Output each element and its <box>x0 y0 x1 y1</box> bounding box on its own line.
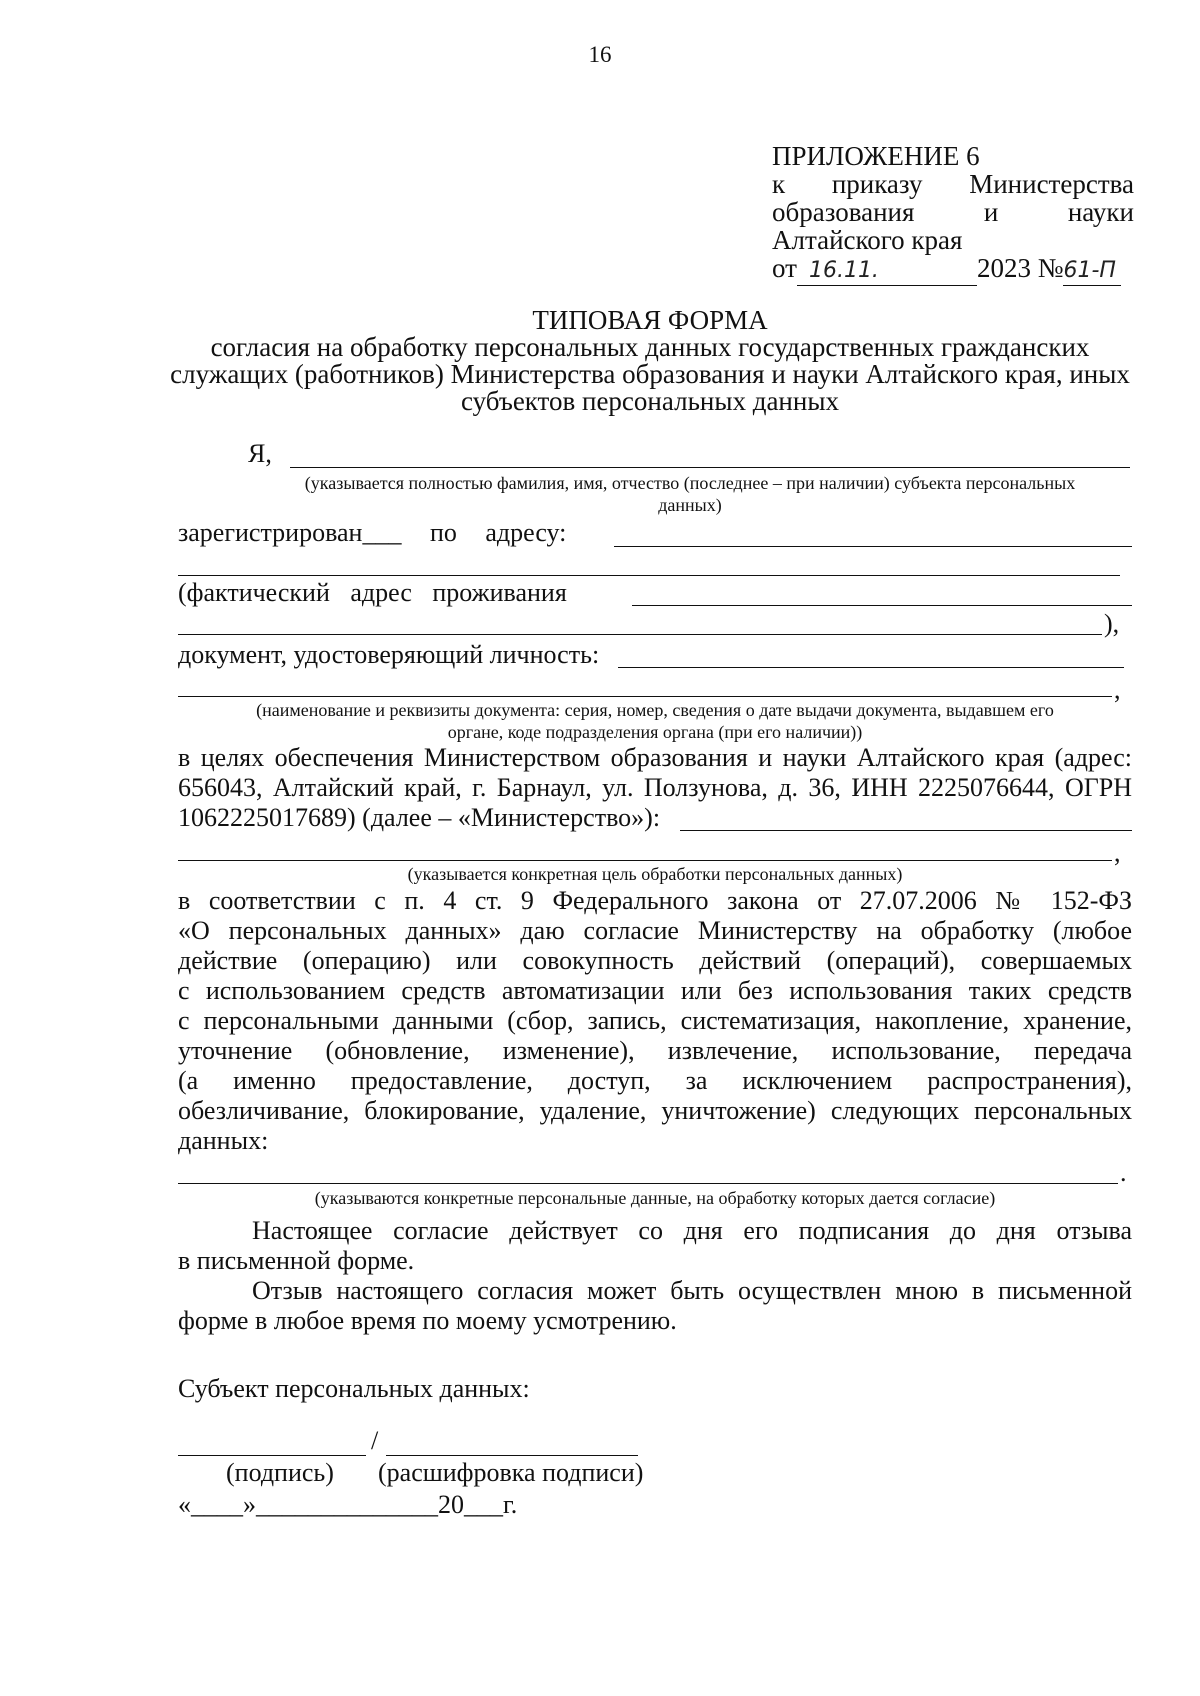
fio-hint-1: (указывается полностью фамилия, имя, отчество (последнее – при наличии) субъекта персональных <box>304 473 1076 493</box>
registration-label: зарегистрирован___ по адресу: <box>178 518 567 547</box>
registration-address-line-1 <box>614 546 1132 547</box>
signature-decode-line <box>386 1455 638 1456</box>
i-label: Я, <box>248 439 272 468</box>
signature-line <box>178 1455 366 1456</box>
actual-address-close: ), <box>1104 609 1120 638</box>
form-title-line-1: согласия на обработку персональных данных государственных гражданских <box>210 332 1090 362</box>
consent-last-line: данных: <box>178 1126 269 1155</box>
from-label: от <box>772 253 797 283</box>
signature-label: (подпись) <box>226 1458 334 1487</box>
validity-line-2: в письменной форме. <box>178 1246 415 1275</box>
fio-hint-2: данных) <box>658 495 722 515</box>
form-heading: ТИПОВАЯ ФОРМА <box>532 305 768 335</box>
purpose-hint: (указывается конкретная цель обработки персональных данных) <box>407 864 903 884</box>
subject-label: Субъект персональных данных: <box>178 1374 530 1403</box>
consent-line-3: действие (операцию) или совокупность действий (операций), совершаемых <box>178 946 1132 975</box>
identity-document-comma: , <box>1114 675 1121 704</box>
identity-document-hint-1: (наименование и реквизиты документа: серия, номер, сведения о дате выдачи документа, выдавшем его <box>256 700 1054 720</box>
identity-document-hint-2: органе, коде подразделения органа (при его наличии)) <box>447 722 863 742</box>
personal-data-period: . <box>1120 1158 1127 1187</box>
revocation-line-2: форме в любое время по моему усмотрению. <box>178 1306 677 1335</box>
purpose-line-field-2 <box>178 860 1112 861</box>
purpose-line-3: 1062225017689) (далее – «Министерство»): <box>178 803 661 832</box>
appendix-date-row <box>772 254 1134 286</box>
appendix-line-3: Алтайского края <box>772 225 963 255</box>
personal-data-line <box>178 1183 1118 1184</box>
purpose-line-2: 656043, Алтайский край, г. Барнаул, ул. Ползунова, д. 36, ИНН 2225076644, ОГРН <box>178 773 1132 802</box>
signature-date: «____»______________20___г. <box>178 1490 518 1519</box>
handwritten-number: 61-П <box>1063 258 1116 283</box>
signature-decode-label: (расшифровка подписи) <box>378 1458 644 1487</box>
personal-data-hint: (указываются конкретные персональные данные, на обработку которых дается согласие) <box>314 1188 996 1208</box>
consent-line-2: «О персональных данных» даю согласие Министерству на обработку (любое <box>178 916 1132 945</box>
appendix-line-1: к приказу Министерства <box>772 169 1134 199</box>
purpose-line-field-1 <box>680 830 1132 831</box>
page-number: 16 <box>588 42 612 67</box>
handwritten-date: 16.11. <box>808 258 879 283</box>
consent-line-4: с использованием средств автоматизации или без использования таких средств <box>178 976 1132 1005</box>
appendix-title: ПРИЛОЖЕНИЕ 6 <box>772 141 980 171</box>
consent-line-6: уточнение (обновление, изменение), извлечение, использование, передача <box>178 1036 1132 1065</box>
actual-address-line-2 <box>178 634 1102 635</box>
actual-address-label: (фактический адрес проживания <box>178 578 567 607</box>
appendix-block <box>772 142 1134 286</box>
registration-address-line-2 <box>178 575 1120 576</box>
purpose-line-1: в целях обеспечения Министерством образования и науки Алтайского края (адрес: <box>178 743 1132 772</box>
order-date-field <box>797 254 977 286</box>
identity-document-line-1 <box>618 667 1124 668</box>
order-number-field <box>1063 254 1121 286</box>
identity-document-line-2 <box>178 696 1112 697</box>
validity-line-1: Настоящее согласие действует со дня его подписания до дня отзыва <box>252 1216 1132 1245</box>
revocation-line-1: Отзыв настоящего согласия может быть осуществлен мною в письменной <box>252 1276 1132 1305</box>
consent-line-8: обезличивание, блокирование, удаление, уничтожение) следующих персональных <box>178 1096 1132 1125</box>
form-title-line-2: служащих (работников) Министерства образования и науки Алтайского края, иных <box>170 359 1130 389</box>
actual-address-line-1 <box>632 605 1132 606</box>
form-title-line-3: субъектов персональных данных <box>461 386 839 416</box>
identity-document-label: документ, удостоверяющий личность: <box>178 640 600 669</box>
consent-line-1: в соответствии с п. 4 ст. 9 Федерального закона от 27.07.2006 № 152-ФЗ <box>178 886 1132 915</box>
appendix-line-2: образования и науки <box>772 197 1134 227</box>
year-number-label: 2023 № <box>976 253 1064 283</box>
consent-line-7: (а именно предоставление, доступ, за исключением распространения), <box>178 1066 1132 1095</box>
signature-slash: / <box>371 1426 379 1455</box>
purpose-comma: , <box>1114 838 1121 867</box>
fio-line <box>290 467 1130 468</box>
consent-line-5: с персональными данными (сбор, запись, систематизация, накопление, хранение, <box>178 1006 1132 1035</box>
